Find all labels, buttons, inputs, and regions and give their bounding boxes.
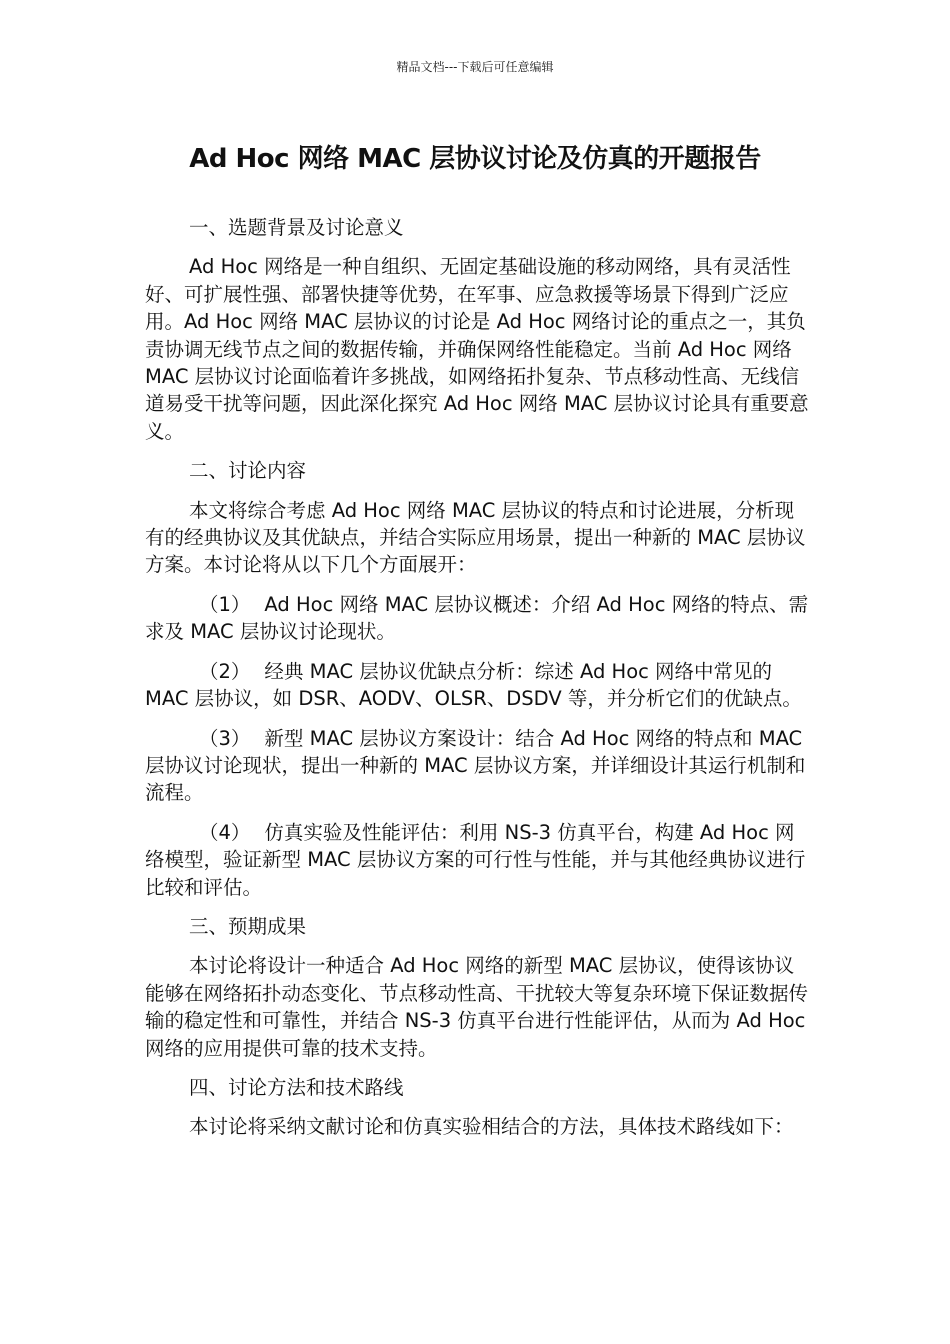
list-item-number: （1） <box>199 592 251 616</box>
list-item-number: （4） <box>199 820 251 844</box>
list-item <box>145 591 810 646</box>
list-item <box>145 819 810 901</box>
list-item-text: 经典 MAC 层协议优缺点分析：综述 Ad Hoc 网络中常见的 MAC 层协议，如 DSR、AODV、OLSR、DSDV 等，并分析它们的优缺点。 <box>145 659 802 711</box>
list-item-text: 新型 MAC 层协议方案设计：结合 Ad Hoc 网络的特点和 MAC 层协议讨论现状，提出一种新的 MAC 层协议方案，并详细设计其运行机制和流程。 <box>145 726 806 805</box>
section-heading: 二、讨论内容 <box>189 459 307 483</box>
document-title: Ad Hoc 网络 MAC 层协议讨论及仿真的开题报告 <box>189 144 761 174</box>
list-item <box>145 658 810 713</box>
list-item-text: Ad Hoc 网络 MAC 层协议概述：介绍 Ad Hoc 网络的特点、需求及 MAC 层协议讨论现状。 <box>145 592 809 644</box>
paragraph: 本文将综合考虑 Ad Hoc 网络 MAC 层协议的特点和讨论进展，分析现有的经典协议及其优缺点，并结合实际应用场景，提出一种新的 MAC 层协议方案。本讨论将从以下几个方面展开： <box>145 498 806 577</box>
list-item-number: （2） <box>199 659 251 683</box>
list-item-text: 仿真实验及性能评估：利用 NS-3 仿真平台，构建 Ad Hoc 网络模型，验证新型 MAC 层协议方案的可行性与性能，并与其他经典协议进行比较和评估。 <box>145 820 806 899</box>
list-item-number: （3） <box>199 726 251 750</box>
header-note: 精品文档---下载后可任意编辑 <box>396 60 554 74</box>
list-item <box>145 725 810 807</box>
section-heading: 三、预期成果 <box>189 914 307 938</box>
paragraph: 本讨论将采纳文献讨论和仿真实验相结合的方法，具体技术路线如下： <box>189 1115 794 1139</box>
section-heading: 一、选题背景及讨论意义 <box>189 216 404 239</box>
document-body <box>145 214 810 1141</box>
paragraph: 本讨论将设计一种适合 Ad Hoc 网络的新型 MAC 层协议，使得该协议能够在网络拓扑动态变化、节点移动性高、干扰较大等复杂环境下保证数据传输的稳定性和可靠性，并结合 NS-3 仿真平台进行性能评估，从而为 Ad Hoc 网络的应用提供可靠的技术支持。 <box>145 954 809 1060</box>
paragraph: Ad Hoc 网络是一种自组织、无固定基础设施的移动网络，具有灵活性好、可扩展性强、部署快捷等优势，在军事、应急救援等场景下得到广泛应用。Ad Hoc 网络 MAC 层协议的讨论是 Ad Hoc 网络讨论的重点之一，其负责协调无线节点之间的数据传输，并确保网络性能稳定。当前 Ad Hoc 网络 MAC 层协议讨论面临着许多挑战，如网络拓扑复杂、节点移动性高、无线信道易受干扰等问题，因此深化探究 Ad Hoc 网络 MAC 层协议讨论具有重要意义。 <box>145 255 809 443</box>
section-heading: 四、讨论方法和技术路线 <box>189 1075 404 1099</box>
